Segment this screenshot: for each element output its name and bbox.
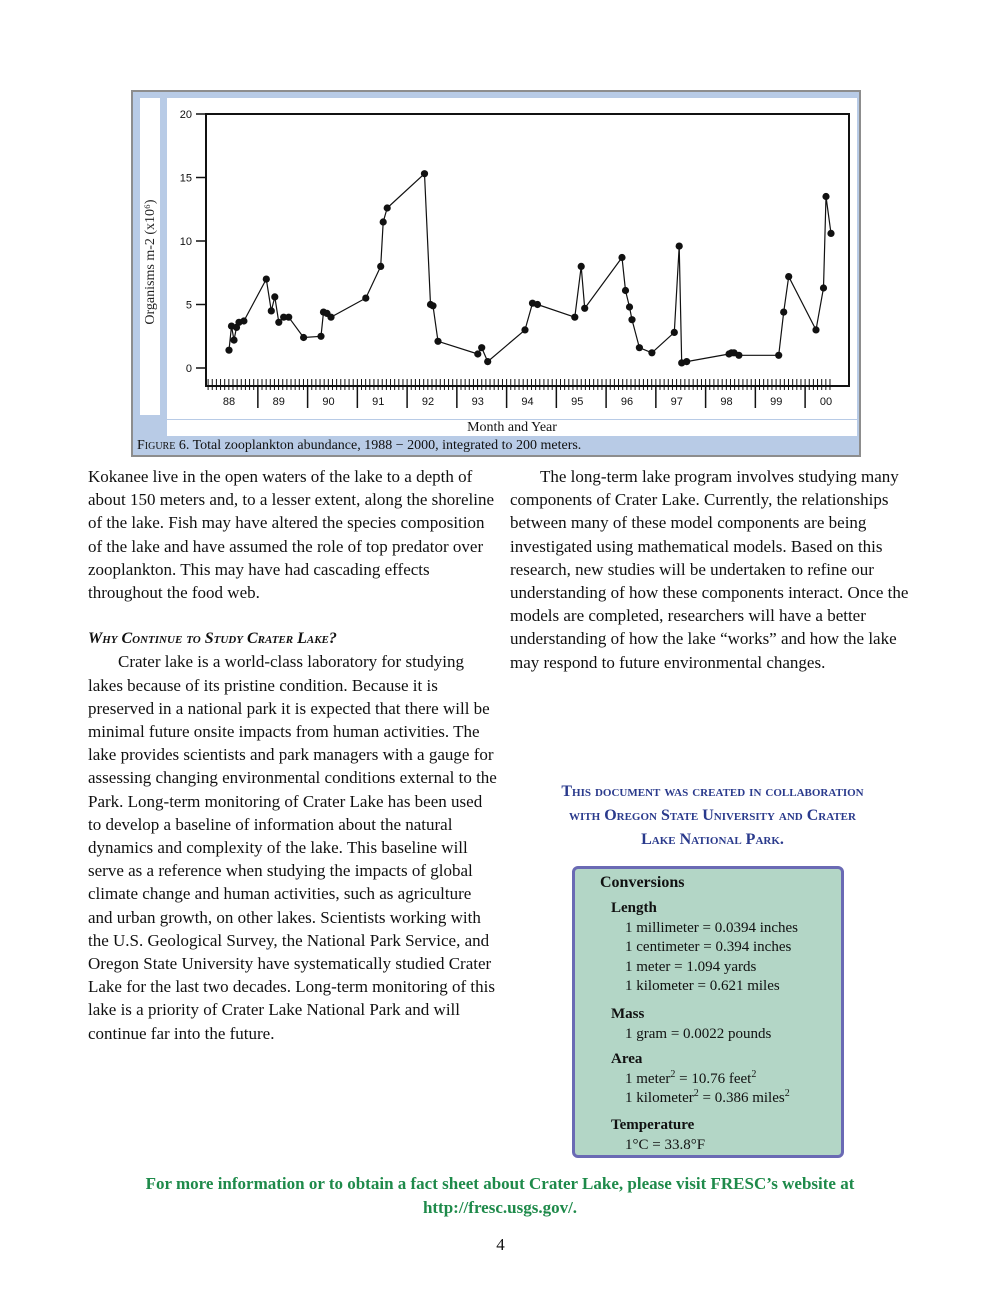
why-continue-paragraph: Crater lake is a world-class laboratory for studying lakes because of its pristine condition. Because it is preserved in a national park it is expected that there will be minimal future onsite impacts from human activities. The lake provides scientists and park managers with a gauge for assessing changing environmental conditions external to the Park. Long-term monitoring of Crater Lake has been used to develop a baseline of information about the natural dynamics and complexity of the lake. This baseline will serve as a reference when studying the impacts of global climate change and human activities, such as agriculture and urban growth, on other lakes. Scientists working with the U.S. Geological Survey, the National Park Service, and Oregon State University have systematically studied Crater Lake for the last two decades. Long-term monitoring of this lake is a priority of Crater Lake National Park and will continue far into the future. [88,652,497,1043]
data-point [618,254,625,261]
data-point [571,314,578,321]
data-point [827,230,834,237]
data-point [263,276,270,283]
y-tick-label: 10 [179,236,192,248]
data-point [735,352,742,359]
caption-prefix: Figure [137,438,176,453]
data-point [581,305,588,312]
data-point [271,293,278,300]
data-point [377,263,384,270]
data-point [300,334,307,341]
x-tick-label: 90 [322,396,335,408]
left-column [88,465,498,1045]
length-line: 1 meter = 1.094 yards [625,958,757,975]
data-point [775,352,782,359]
data-point [478,344,485,351]
data-point [429,302,436,309]
zooplankton-chart [2,2,1001,462]
conversions-title: Conversions [600,874,685,891]
length-group [611,899,798,997]
data-point [671,329,678,336]
x-tick-label: 91 [372,396,385,408]
data-point [474,350,481,357]
long-term-program-paragraph: The long-term lake program involves studying many components of Crater Lake. Currently, the relationships between many of these model components are being investigated using mathematical models. Based on this research, new studies will be undertaken to refine our understanding of how these components interact. Once the models are completed, researchers will have a better understanding of how the lake “works” and how the lake may respond to future environmental changes. [510,467,909,672]
data-point [317,333,324,340]
page-number: 4 [496,1235,505,1254]
area-group [611,1050,790,1109]
data-point [384,204,391,211]
caption-text: Total zooplankton abundance, 1988 − 2000, integrated to 200 meters. [192,438,582,453]
x-tick-label: 99 [770,396,783,408]
x-tick-label: 00 [819,396,833,408]
data-point [434,338,441,345]
right-column [510,465,915,674]
caption-number: 6. [178,438,190,453]
data-point [780,309,787,316]
figure-panel [131,90,861,457]
x-tick-label: 89 [272,396,285,408]
x-axis-label: Month and Year [467,420,557,435]
length-line: 1 millimeter = 0.0394 inches [625,919,799,936]
data-point [648,349,655,356]
length-line: 1 centimeter = 0.394 inches [625,939,792,956]
mass-line: 1 gram = 0.0022 pounds [625,1025,772,1042]
data-point [285,314,292,321]
data-point [636,344,643,351]
x-tick-label: 94 [521,396,534,408]
conversions-box [572,866,844,1158]
y-tick-label: 20 [179,109,192,121]
data-point [626,303,633,310]
website-link[interactable]: http://fresc.usgs.gov/. [422,1198,578,1217]
temperature-heading: Temperature [611,1117,695,1133]
data-point [327,314,334,321]
x-tick-label: 97 [670,396,683,408]
data-point [822,193,829,200]
area-line: 1 meter$^2$ = 10.76 feet$^2$ [625,1068,757,1087]
collab-line-2: with Oregon State University and Crater [569,807,856,824]
data-point [534,301,541,308]
collab-line-3: Lake National Park. [641,831,784,848]
data-point [812,326,819,333]
temperature-line: 1°C = 33.8°F [625,1136,706,1153]
kokanee-paragraph: Kokanee live in the open waters of the lake to a depth of about 150 meters and, to a lesser extent, along the shoreline of the lake. Fish may have altered the species composition of the lake and have assumed the role of top predator over zooplankton. This may have had cascading effects throughout the food web. [88,467,494,603]
x-tick-label: 92 [421,396,435,408]
collaboration-note [515,780,910,852]
area-line: 1 kilometer$^2$ = 0.386 miles$^2$ [625,1088,790,1107]
y-tick-label: 5 [185,299,192,312]
mass-group [611,1005,771,1044]
x-tick-label: 93 [471,396,484,408]
data-point [484,358,491,365]
temperature-group [611,1116,705,1155]
data-point [785,273,792,280]
data-point [380,218,387,225]
data-point [362,295,369,302]
mass-heading: Mass [611,1006,645,1022]
data-point [268,307,275,314]
footer-note [60,1172,940,1220]
x-tick-label: 96 [620,396,634,408]
y-axis-label: Organisms m-2 (x10⁶) [143,199,158,325]
x-tick-label: 88 [222,396,236,408]
data-point [240,317,247,324]
section-heading: Why Continue to Study Crater Lake? [88,630,337,648]
data-point [521,326,528,333]
x-tick-label: 98 [720,396,733,408]
area-heading: Area [611,1051,643,1067]
data-point [676,243,683,250]
x-tick-label: 95 [571,396,584,408]
data-point [225,347,232,354]
plot-frame [206,114,849,386]
data-point [230,337,237,344]
footer-line-1: For more information or to obtain a fact sheet about Crater Lake, please visit FRESC’s website at [145,1174,855,1193]
length-line: 1 kilometer = 0.621 miles [625,978,780,995]
y-tick-label: 15 [179,172,192,185]
y-tick-label: 0 [185,363,192,375]
length-heading: Length [611,900,657,916]
collab-line-1: This document was created in collaboration [561,783,864,800]
data-point [421,170,428,177]
data-point [628,316,635,323]
data-point [578,263,585,270]
data-point [820,284,827,291]
data-point [683,358,690,365]
data-point [622,287,629,294]
